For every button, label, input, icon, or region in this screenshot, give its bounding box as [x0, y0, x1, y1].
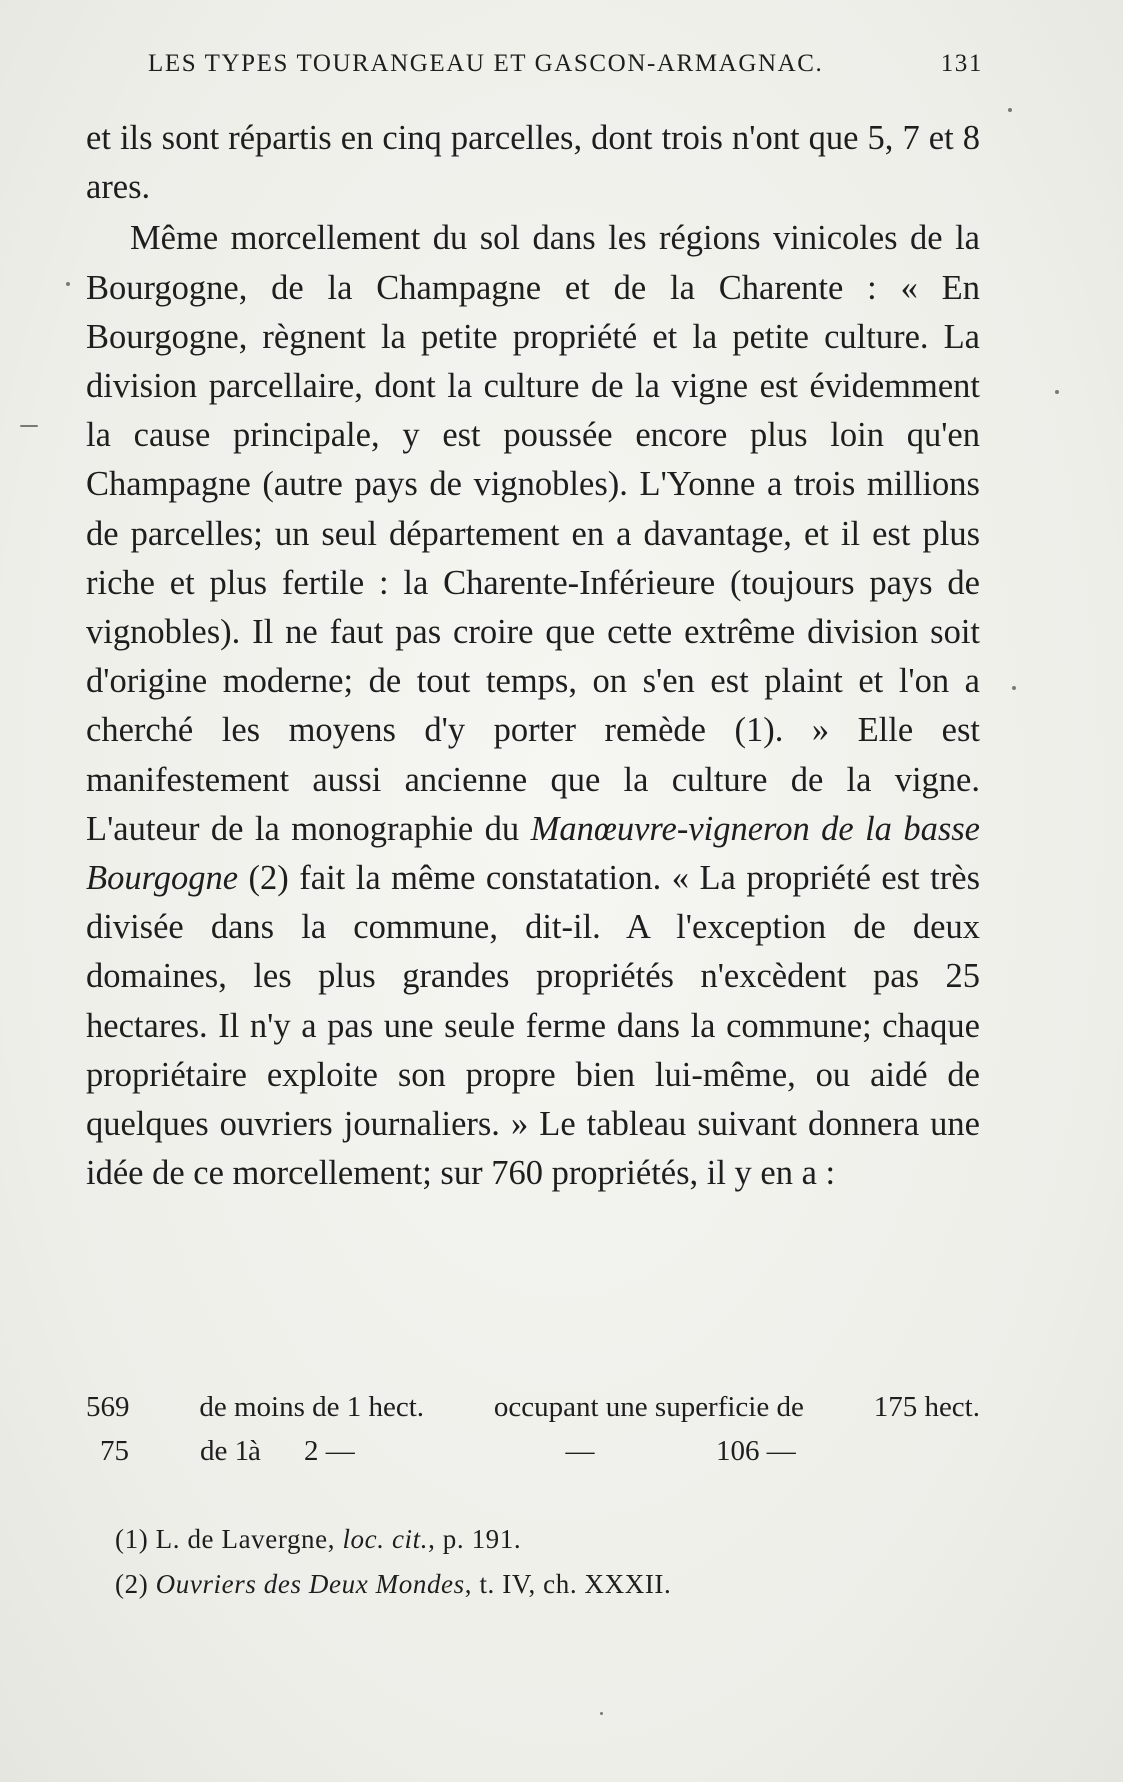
- paragraph-main-text: Même morcellement du sol dans les régions vinicoles de la Bourgogne, de la Champagne et de la Charente : « En Bourgogne, règnent la petite propriété et la petite culture. La division parcellaire, dont la culture de la vigne est évidemment la cause principale, y est poussée encore plus loin qu'en Champagne (autre pays de vignobles). L'Yonne a trois millions de parcelles; un seul département en a davantage, et il est plus riche et plus fertile : la Charente-Inférieure (toujours pays de vignobles). Il ne faut pas croire que cette extrême division soit d'origine moderne; de tout temps, on s'en est plaint et l'on a cherché les moyens d'y porter remède (1). » Elle est manifestement aussi ancienne que la culture de la vigne. L'auteur de la monographie du: [86, 219, 980, 848]
- paper-speck: [20, 425, 38, 427]
- paper-speck: [1055, 390, 1059, 394]
- table-row: [86, 1385, 980, 1429]
- row-ditto: —: [565, 1435, 595, 1467]
- row-to: à: [248, 1435, 261, 1467]
- paragraph-continuation: et ils sont répartis en cinq parcelles, dont trois n'ont que 5, 7 et 8 ares.: [86, 119, 980, 207]
- footnote-2: [115, 1562, 975, 1607]
- row-range: de moins de 1 hect.: [199, 1391, 425, 1423]
- paragraph-main: [86, 214, 980, 1198]
- running-head-title: LES TYPES TOURANGEAU ET GASCON-ARMAGNAC.: [148, 50, 824, 77]
- page-number: 131: [940, 50, 983, 77]
- footnote-title: Ouvriers des Deux Mondes: [155, 1569, 465, 1599]
- footnote-marker: (2): [115, 1569, 149, 1599]
- row-from: de 1: [200, 1435, 250, 1467]
- row-count: 75: [100, 1435, 129, 1467]
- body-text: [86, 114, 980, 1198]
- paper-speck: [66, 282, 70, 286]
- footnote-page: , p. 191.: [428, 1524, 522, 1554]
- footnote-author: L. de Lavergne,: [155, 1524, 336, 1554]
- property-table: [86, 1385, 980, 1473]
- footnote-citation: loc. cit.: [342, 1524, 429, 1554]
- footnote-1: [115, 1517, 975, 1562]
- row-count: 569: [86, 1391, 130, 1423]
- paper-speck: [1008, 108, 1012, 112]
- monograph-title: Manœuvre-vigneron de la basse Bourgogne: [86, 809, 980, 898]
- paper-speck: [600, 1712, 603, 1715]
- footnote-marker: (1): [115, 1524, 149, 1554]
- paper-speck: [1012, 686, 1016, 690]
- row-area: 106 —: [716, 1435, 796, 1467]
- row-area: 175 hect.: [873, 1391, 980, 1423]
- paragraph-main-text-continued: (2) fait la même constatation. « La propriété est très divisée dans la commune, dit-il. A l'exception de deux domaines, les plus grandes propriétés n'excèdent pas 25 hectares. Il n'y a pas une seule ferme dans la commune; chaque propriétaire exploite son propre bien lui-même, ou aidé de quelques ouvriers journaliers. » Le tableau suivant donnera une idée de ce morcellement; sur 760 propriétés, il y en a :: [86, 859, 980, 1193]
- table-row: [86, 1429, 980, 1473]
- footnote-reference: , t. IV, ch. XXXII.: [464, 1569, 672, 1599]
- row-upper: 2 —: [304, 1435, 355, 1467]
- footnotes: [115, 1517, 975, 1607]
- running-head: [148, 50, 983, 78]
- row-occupying: occupant une superficie de: [493, 1391, 804, 1423]
